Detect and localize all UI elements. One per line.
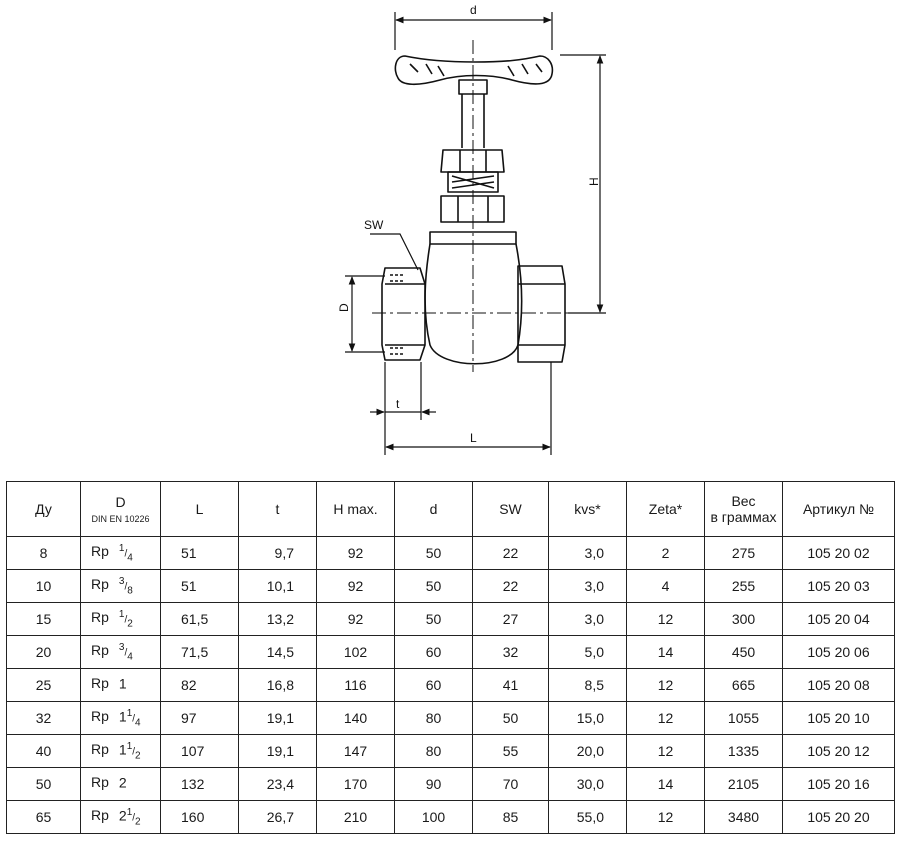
cell-zeta: 12	[627, 735, 705, 768]
cell-t: 10,1	[239, 570, 317, 603]
dim-label-H: H	[587, 177, 601, 186]
thread-whole: 1	[118, 675, 127, 692]
cell-H: 92	[317, 570, 395, 603]
cell-article: 105 20 08	[783, 669, 895, 702]
cell-D	[81, 537, 161, 570]
cell-du: 8	[7, 537, 81, 570]
dim-label-t: t	[396, 397, 400, 411]
cell-d: 60	[395, 669, 473, 702]
cell-kvs: 3,0	[549, 603, 627, 636]
cell-SW: 55	[473, 735, 549, 768]
cell-t: 16,8	[239, 669, 317, 702]
cell-L: 51	[161, 570, 239, 603]
cell-L: 107	[161, 735, 239, 768]
cell-D	[81, 603, 161, 636]
cell-H: 102	[317, 636, 395, 669]
cell-zeta: 14	[627, 636, 705, 669]
cell-kvs: 8,5	[549, 669, 627, 702]
table-row	[7, 636, 895, 669]
cell-article: 105 20 04	[783, 603, 895, 636]
cell-d: 60	[395, 636, 473, 669]
cell-weight: 3480	[705, 801, 783, 834]
cell-H: 210	[317, 801, 395, 834]
cell-du: 50	[7, 768, 81, 801]
cell-weight: 1055	[705, 702, 783, 735]
right-port	[518, 266, 565, 362]
table-row	[7, 603, 895, 636]
cell-du: 20	[7, 636, 81, 669]
cell-du: 25	[7, 669, 81, 702]
thread-frac-num: 1	[126, 740, 133, 752]
cell-kvs: 3,0	[549, 570, 627, 603]
cell-kvs: 15,0	[549, 702, 627, 735]
header-D	[81, 482, 161, 537]
cell-H: 170	[317, 768, 395, 801]
cell-article: 105 20 12	[783, 735, 895, 768]
cell-article: 105 20 16	[783, 768, 895, 801]
cell-article: 105 20 10	[783, 702, 895, 735]
thread-whole: 2	[118, 774, 127, 791]
thread-frac-num: 1	[118, 608, 125, 620]
cell-SW: 85	[473, 801, 549, 834]
thread-frac-slash: /	[124, 581, 128, 593]
cell-du: 10	[7, 570, 81, 603]
cell-du: 15	[7, 603, 81, 636]
header-weight-line2: в граммах	[710, 509, 777, 525]
thread-frac-slash: /	[124, 614, 128, 626]
thread-frac-den: 2	[127, 618, 133, 630]
header-H: H max.	[317, 482, 395, 537]
cell-kvs: 3,0	[549, 537, 627, 570]
cell-weight: 255	[705, 570, 783, 603]
cell-article: 105 20 02	[783, 537, 895, 570]
thread-prefix: Rp	[91, 741, 109, 758]
cell-t: 13,2	[239, 603, 317, 636]
table-row	[7, 570, 895, 603]
cell-d: 50	[395, 537, 473, 570]
cell-du: 40	[7, 735, 81, 768]
cell-D	[81, 801, 161, 834]
thread-frac-slash: /	[124, 548, 128, 560]
cell-d: 80	[395, 702, 473, 735]
thread-frac-num: 3	[118, 641, 125, 653]
table-header-row	[7, 482, 895, 537]
cell-zeta: 4	[627, 570, 705, 603]
thread-frac-den: 4	[135, 717, 141, 729]
cell-zeta: 14	[627, 768, 705, 801]
cell-D	[81, 669, 161, 702]
header-D-standard: DIN EN 10226	[91, 514, 150, 524]
header-L: L	[161, 482, 239, 537]
cell-du: 65	[7, 801, 81, 834]
cell-H: 147	[317, 735, 395, 768]
cell-L: 97	[161, 702, 239, 735]
thread-frac-slash: /	[132, 713, 136, 725]
cell-t: 19,1	[239, 702, 317, 735]
left-port	[382, 268, 425, 360]
cell-t: 26,7	[239, 801, 317, 834]
header-SW: SW	[473, 482, 549, 537]
cell-D	[81, 570, 161, 603]
cell-D	[81, 636, 161, 669]
cell-H: 92	[317, 537, 395, 570]
cell-t: 14,5	[239, 636, 317, 669]
thread-frac-slash: /	[132, 812, 136, 824]
cell-H: 116	[317, 669, 395, 702]
cell-L: 82	[161, 669, 239, 702]
cell-H: 92	[317, 603, 395, 636]
cell-SW: 70	[473, 768, 549, 801]
cell-SW: 50	[473, 702, 549, 735]
cell-weight: 450	[705, 636, 783, 669]
thread-frac-num: 3	[118, 575, 125, 587]
thread-frac-slash: /	[124, 647, 128, 659]
cell-kvs: 20,0	[549, 735, 627, 768]
cell-d: 80	[395, 735, 473, 768]
table-row	[7, 669, 895, 702]
header-d: d	[395, 482, 473, 537]
thread-prefix: Rp	[91, 807, 109, 824]
thread-frac-num: 1	[126, 707, 133, 719]
cell-kvs: 30,0	[549, 768, 627, 801]
thread-whole: 2	[118, 807, 127, 824]
cell-H: 140	[317, 702, 395, 735]
cell-zeta: 12	[627, 801, 705, 834]
cell-kvs: 5,0	[549, 636, 627, 669]
cell-t: 9,7	[239, 537, 317, 570]
cell-SW: 27	[473, 603, 549, 636]
dim-label-d: d	[470, 3, 477, 17]
cell-d: 50	[395, 603, 473, 636]
cell-du: 32	[7, 702, 81, 735]
cell-weight: 300	[705, 603, 783, 636]
thread-prefix: Rp	[91, 708, 109, 725]
cell-weight: 2105	[705, 768, 783, 801]
cell-weight: 275	[705, 537, 783, 570]
thread-prefix: Rp	[91, 675, 109, 692]
cell-d: 100	[395, 801, 473, 834]
table-body	[7, 537, 895, 834]
cell-article: 105 20 20	[783, 801, 895, 834]
header-t: t	[239, 482, 317, 537]
cell-weight: 665	[705, 669, 783, 702]
cell-t: 23,4	[239, 768, 317, 801]
thread-frac-num: 1	[126, 806, 133, 818]
header-weight-line1: Вес	[731, 493, 756, 509]
table-row	[7, 801, 895, 834]
cell-kvs: 55,0	[549, 801, 627, 834]
header-D-label: D	[115, 494, 126, 510]
table-row	[7, 735, 895, 768]
cell-zeta: 12	[627, 603, 705, 636]
thread-prefix: Rp	[91, 774, 109, 791]
cell-SW: 22	[473, 537, 549, 570]
cell-d: 90	[395, 768, 473, 801]
header-kvs: kvs*	[549, 482, 627, 537]
cell-D	[81, 702, 161, 735]
cell-L: 160	[161, 801, 239, 834]
cell-zeta: 12	[627, 669, 705, 702]
table-row	[7, 537, 895, 570]
cell-L: 132	[161, 768, 239, 801]
thread-frac-den: 2	[135, 750, 141, 762]
thread-prefix: Rp	[91, 543, 109, 560]
dim-label-L: L	[470, 431, 477, 445]
table-row	[7, 702, 895, 735]
cell-article: 105 20 03	[783, 570, 895, 603]
cell-t: 19,1	[239, 735, 317, 768]
cell-zeta: 2	[627, 537, 705, 570]
dim-label-D: D	[337, 303, 351, 312]
thread-prefix: Rp	[91, 609, 109, 626]
header-weight	[705, 482, 783, 537]
header-zeta: Zeta*	[627, 482, 705, 537]
header-du: Ду	[7, 482, 81, 537]
cell-L: 61,5	[161, 603, 239, 636]
cell-SW: 22	[473, 570, 549, 603]
cell-SW: 32	[473, 636, 549, 669]
thread-frac-den: 4	[127, 651, 133, 663]
cell-d: 50	[395, 570, 473, 603]
thread-whole: 1	[118, 741, 127, 758]
thread-frac-den: 8	[127, 585, 133, 597]
cell-article: 105 20 06	[783, 636, 895, 669]
thread-frac-num: 1	[118, 542, 125, 554]
cell-L: 51	[161, 537, 239, 570]
cell-SW: 41	[473, 669, 549, 702]
thread-frac-den: 2	[135, 816, 141, 828]
thread-whole: 1	[118, 708, 127, 725]
cell-L: 71,5	[161, 636, 239, 669]
spec-table	[6, 481, 895, 834]
cell-D	[81, 735, 161, 768]
thread-frac-den: 4	[127, 552, 133, 564]
thread-prefix: Rp	[91, 576, 109, 593]
thread-frac-slash: /	[132, 746, 136, 758]
thread-prefix: Rp	[91, 642, 109, 659]
header-article: Артикул №	[783, 482, 895, 537]
cell-zeta: 12	[627, 702, 705, 735]
cell-weight: 1335	[705, 735, 783, 768]
cell-D	[81, 768, 161, 801]
dim-label-SW: SW	[364, 218, 384, 232]
table-row	[7, 768, 895, 801]
